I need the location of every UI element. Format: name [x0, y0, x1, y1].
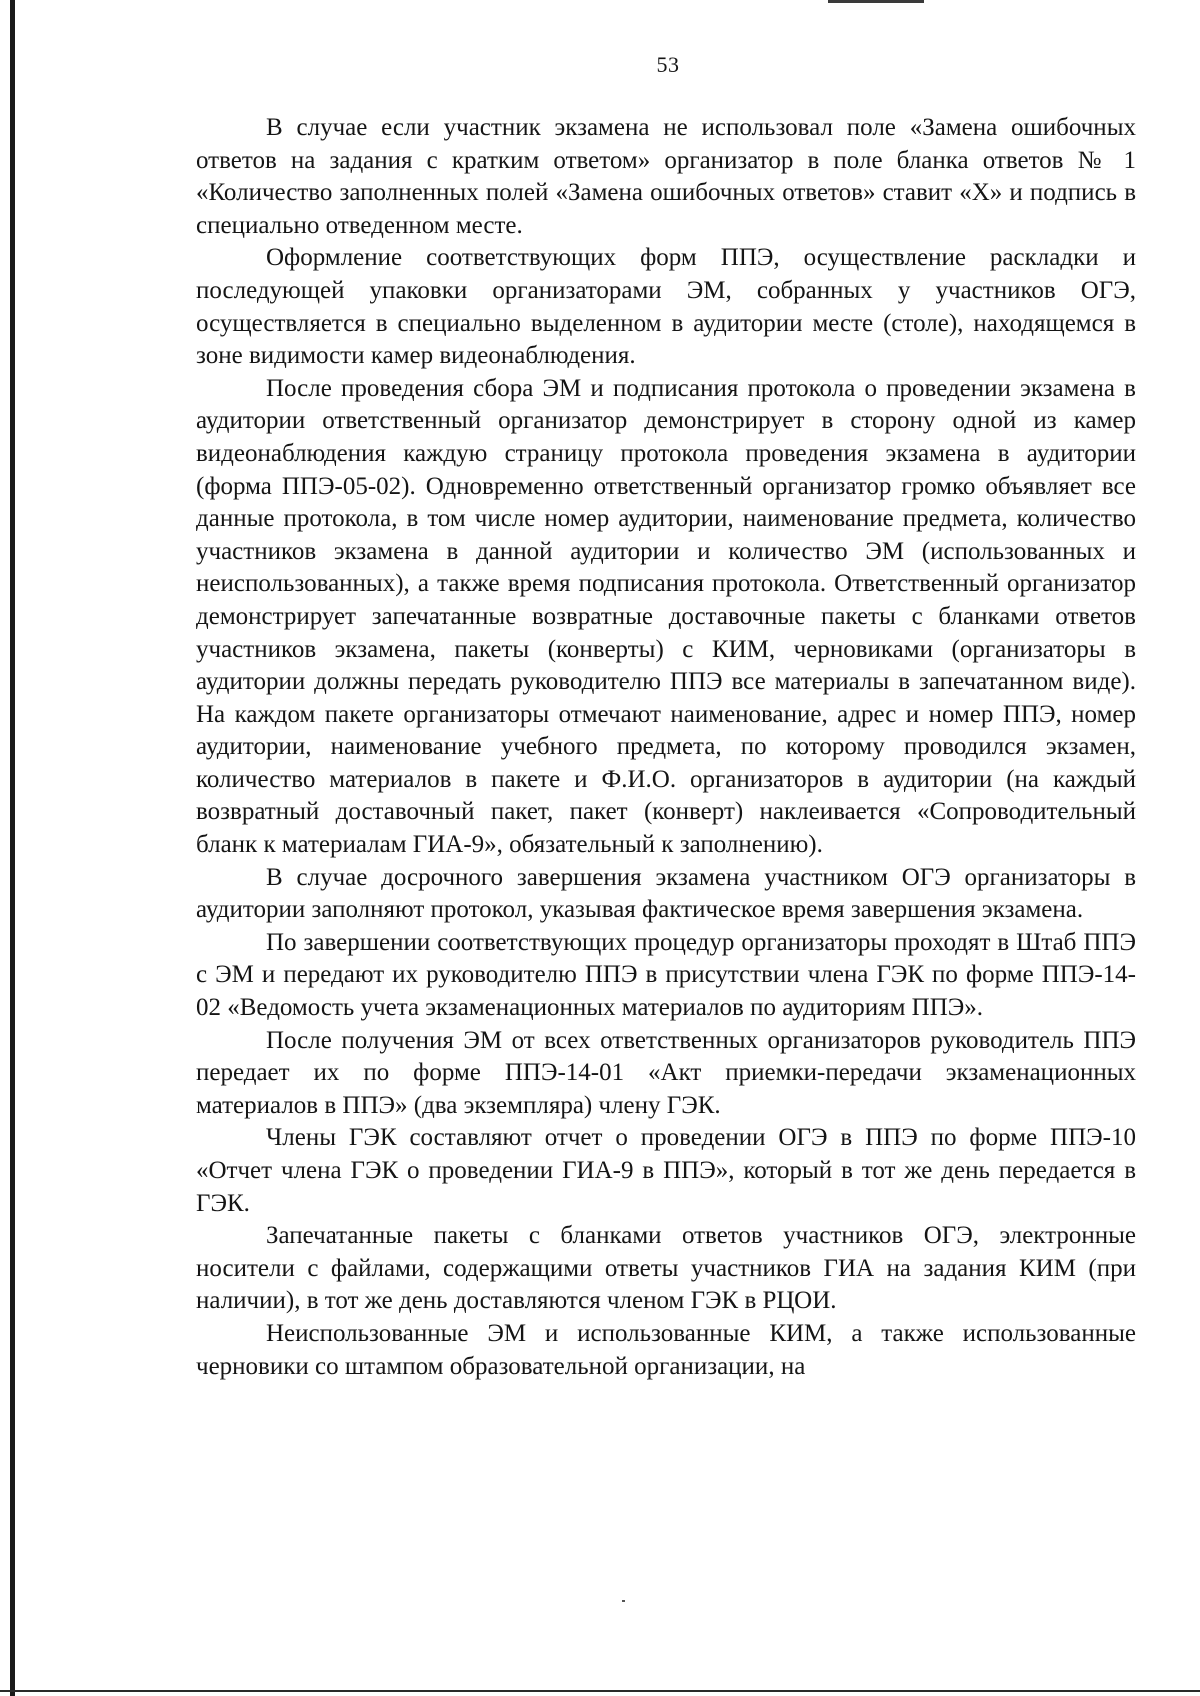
- paragraph-unused-materials: Неиспользованные ЭМ и использованные КИМ, а также использованные черновики со штампом образовательной организации, на: [196, 1319, 1136, 1380]
- document-body: [196, 112, 1136, 1383]
- paragraph-delivery-to-rcoi: Запечатанные пакеты с бланками ответов участников ОГЭ, электронные носители с файлами, содержащими ответы участников ГИА на задания КИМ (при наличии), в тот же день доставляются членом ГЭК в РЦОИ.: [196, 1222, 1136, 1315]
- scan-top-mark: [828, 0, 924, 3]
- paragraph-early-completion: В случае досрочного завершения экзамена участником ОГЭ организаторы в аудитории заполняют протокол, указывая фактическое время завершения экзамена.: [196, 863, 1136, 924]
- scan-bottom-edge: [0, 1690, 1200, 1692]
- paragraph-transfer-to-hq: По завершении соответствующих процедур организаторы проходят в Штаб ППЭ с ЭМ и передают их руководителю ППЭ в присутствии члена ГЭК по форме ППЭ-14-02 «Ведомость учета экзаменационных материалов по аудиториям ППЭ».: [196, 928, 1136, 1022]
- page-number: 53: [656, 52, 680, 77]
- paragraph-handover-to-gek: После получения ЭМ от всех ответственных организаторов руководитель ППЭ передает их по форме ППЭ-14-01 «Акт приемки-передачи экзаменационных материалов в ППЭ» (два экземпляра) члену ГЭК.: [196, 1026, 1136, 1119]
- paragraph-gek-report: Члены ГЭК составляют отчет о проведении ОГЭ в ППЭ по форме ППЭ-10 «Отчет члена ГЭК о проведении ГИА-9 в ППЭ», который в тот же день передается в ГЭК.: [196, 1124, 1136, 1217]
- scan-left-edge: [10, 0, 15, 1696]
- paragraph-answer-replacement: В случае если участник экзамена не использовал поле «Замена ошибочных ответов на задания с кратким ответом» организатор в поле бланка ответов № 1 «Количество заполненных полей «Замена ошибочных ответов» ставит «X» и подпись в специально отведенном месте.: [196, 114, 1136, 239]
- scan-speck: [622, 1600, 625, 1602]
- paragraph-forms-packaging: Оформление соответствующих форм ППЭ, осуществление раскладки и последующей упаковки организаторами ЭМ, собранных у участников ОГЭ, осуществляется в специально выделенном в аудитории месте (столе), находящемся в зоне видимости камер видеонаблюдения.: [196, 244, 1136, 370]
- paragraph-protocol-demonstration: После проведения сбора ЭМ и подписания протокола о проведении экзамена в аудитории ответственный организатор демонстрирует в сторону одной из камер видеонаблюдения каждую страницу протокола проведения экзамена в аудитории (форма ППЭ-05-02). Одновременно ответственный организатор громко объявляет все данные протокола, в том числе номер аудитории, наименование предмета, количество участников экзамена в данной аудитории и количество ЭМ (использованных и неиспользованных), а также время подписания протокола. Ответственный организатор демонстрирует запечатанные возвратные доставочные пакеты с бланками ответов участников экзамена, пакеты (конверты) с КИМ, черновиками (организаторы в аудитории должны передать руководителю ППЭ все материалы в запечатанном виде). На каждом пакете организаторы отмечают наименование, адрес и номер ППЭ, номер аудитории, наименование учебного предмета, по которому проводился экзамен, количество материалов в пакете и Ф.И.О. организаторов в аудитории (на каждый возвратный доставочный пакет, пакет (конверт) наклеивается «Сопроводительный бланк к материалам ГИА-9», обязательный к заполнению).: [196, 374, 1136, 859]
